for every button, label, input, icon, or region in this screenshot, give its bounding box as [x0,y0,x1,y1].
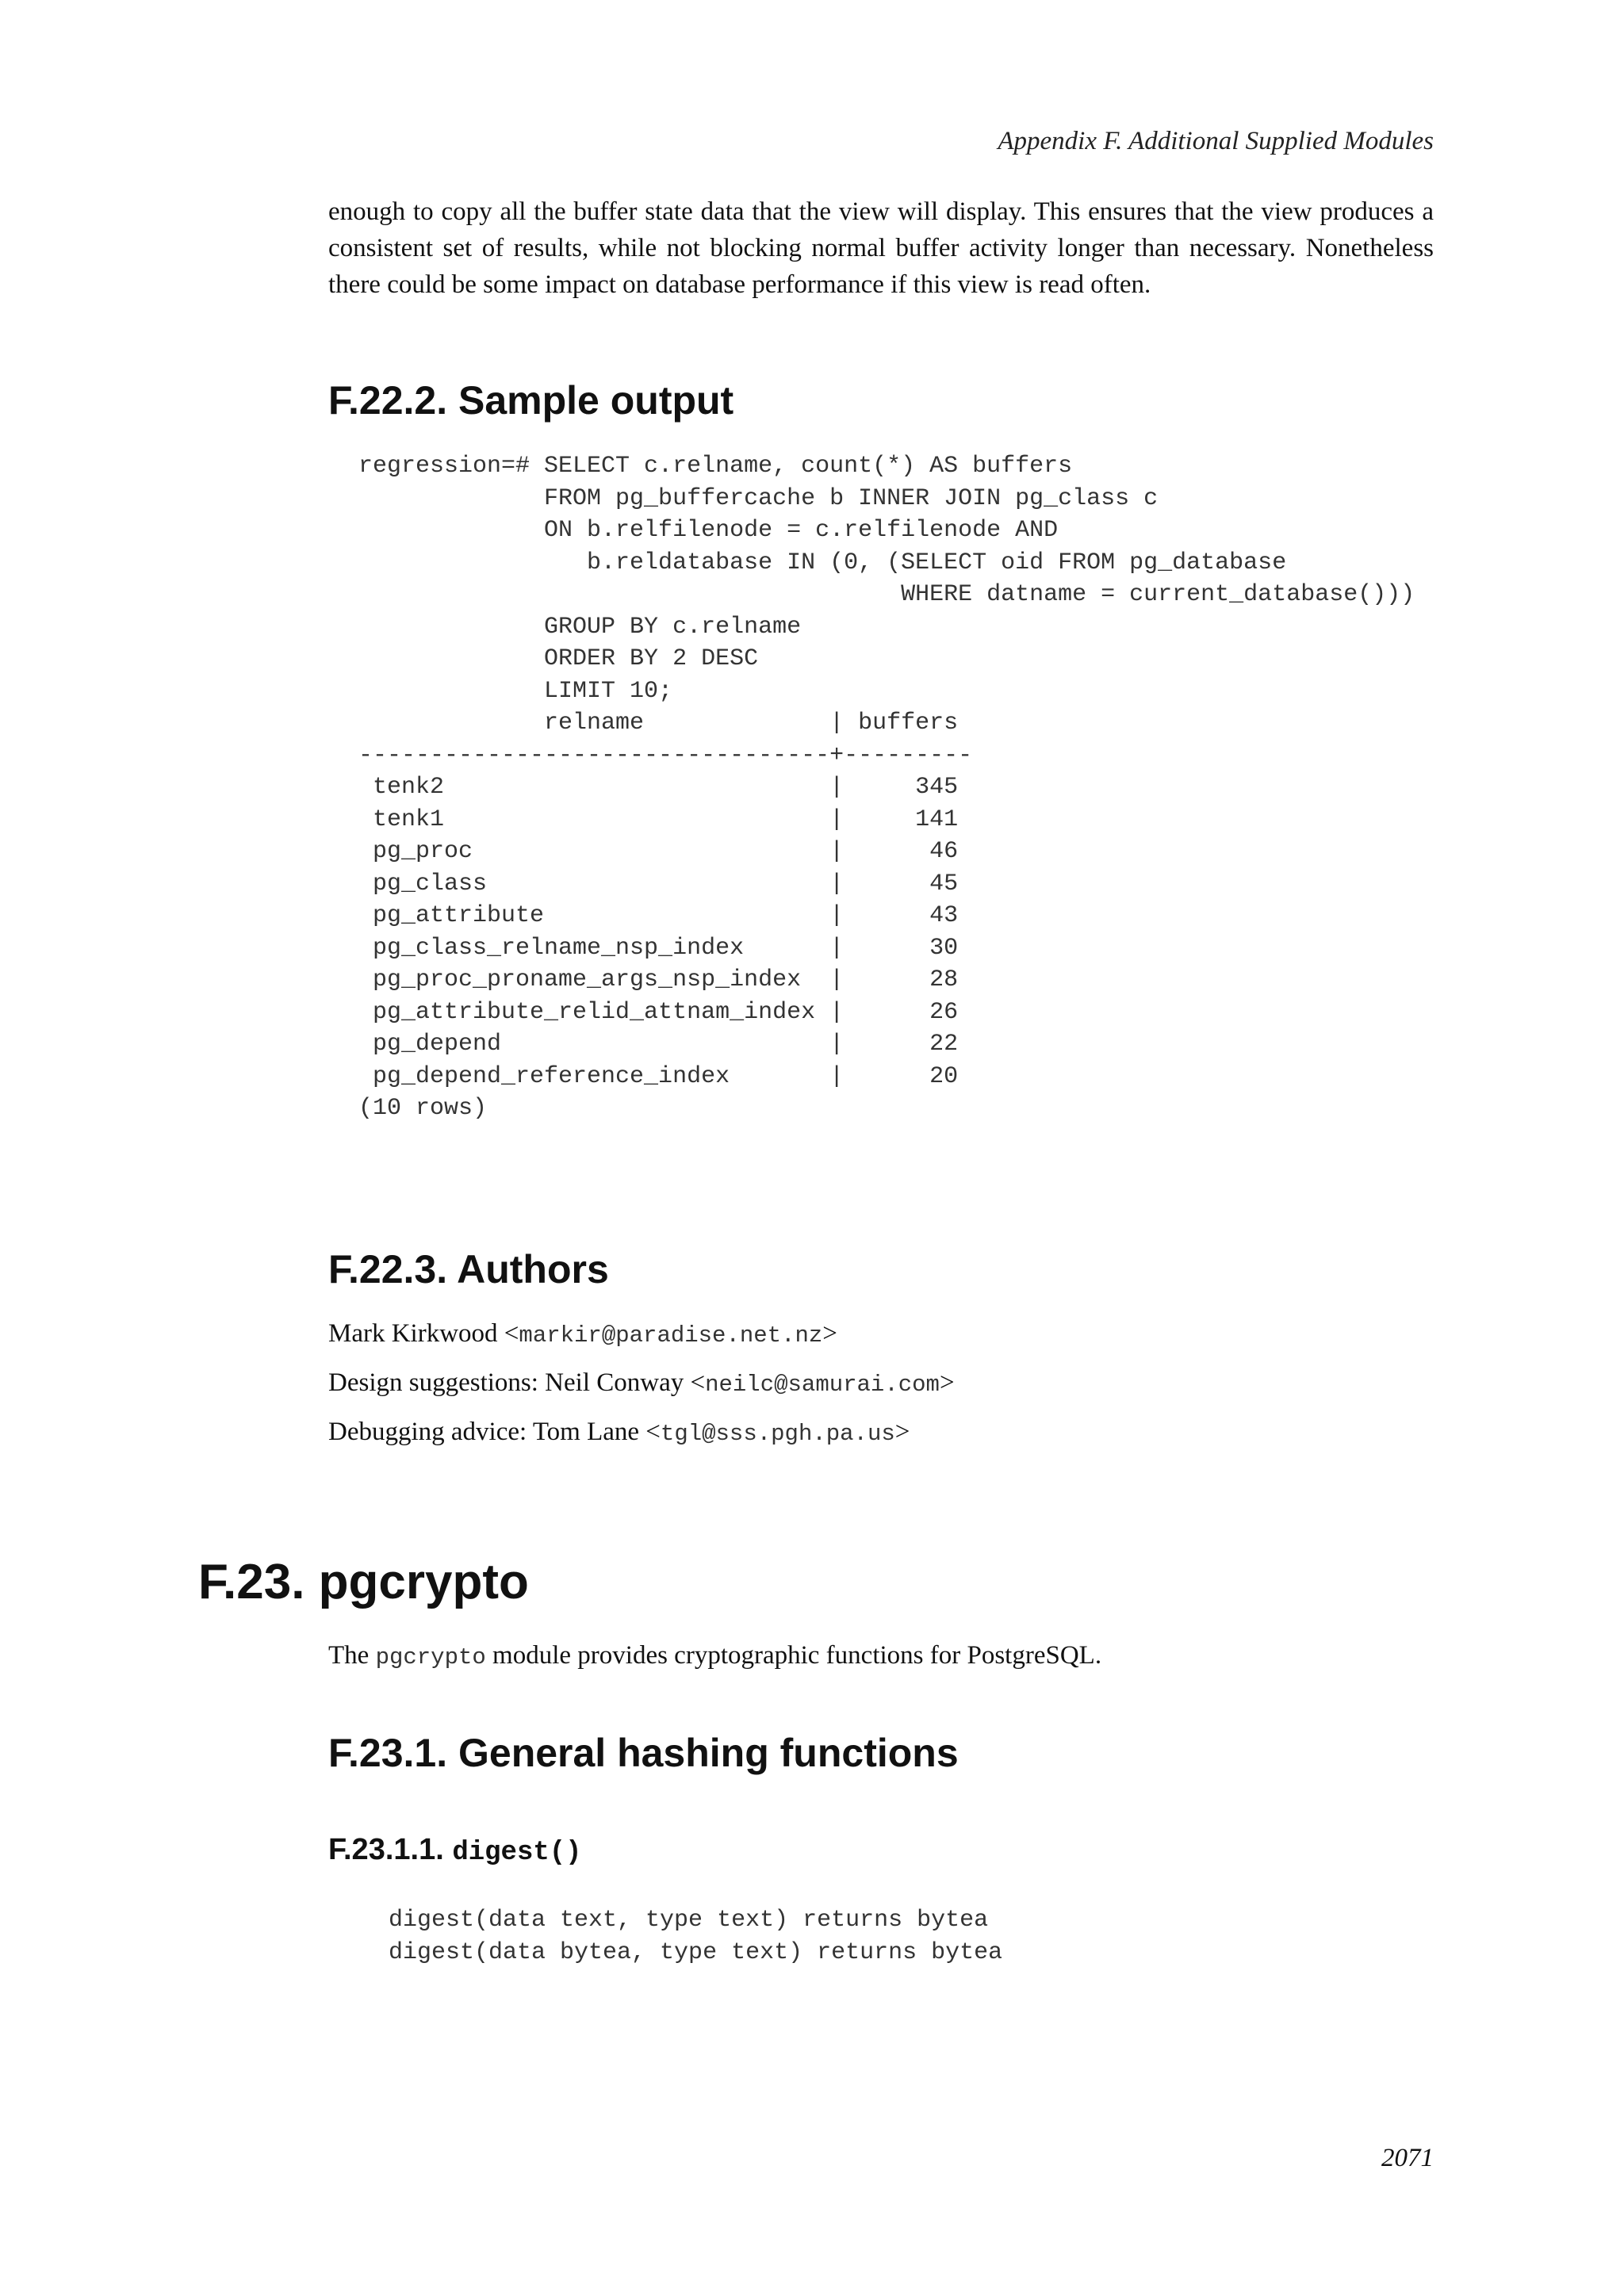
pgcrypto-intro-after: module provides cryptographic functions for PostgreSQL. [485,1641,1102,1670]
digest-signature-code-block: digest(data text, type text) returns bytea digest(data bytea, type text) returns bytea [389,1907,1003,1966]
author-line-2 [328,1368,955,1398]
page-number: 2071 [1381,2144,1434,2172]
author-1-text: Mark Kirkwood < [328,1319,519,1348]
author-3-suffix: > [894,1418,910,1446]
subsection-heading-digest [328,1833,582,1868]
sample-output-code-block: regression=# SELECT c.relname, count(*) AS buffers FROM pg_buffercache b INNER JOIN pg_class c ON b.relfilenode = c.relfilenode AND b.reldatabase IN (0, (SELECT oid FROM pg_database WHERE datname = current_database())) GROUP BY c.relname ORDER BY 2 DESC LIMIT 10; relname | buffers ---------------------------------+--------- tenk2 | 345 tenk1 | 141 pg_proc | 46 pg_class | 45 pg_attribute | 43 pg_class_relname_nsp_index | 30 pg_proc_proname_args_nsp_index | 28 pg_attribute_relid_attnam_index | 26 pg_depend | 22 pg_depend_reference_index | 20 (10 rows) [358,453,1415,1122]
author-1-suffix: > [822,1319,837,1348]
digest-heading-number: F.23.1.1. [328,1833,453,1866]
chapter-heading-pgcrypto: F.23. pgcrypto [198,1555,529,1609]
intro-paragraph: enough to copy all the buffer state data that the view will display. This ensures that the view produces a consistent set of results, while not blocking normal buffer activity longer than necessary. Nonetheless there could be some impact on database performance if this view is read often. [328,197,1434,299]
author-2-email: neilc@samurai.com [705,1372,940,1398]
section-heading-authors: F.22.3. Authors [328,1247,609,1292]
author-line-1 [328,1319,837,1349]
section-heading-sample-output: F.22.2. Sample output [328,378,734,423]
author-1-email: markir@paradise.net.nz [519,1322,823,1349]
digest-heading-code: digest() [452,1838,582,1868]
author-line-3 [328,1418,910,1447]
pgcrypto-intro [328,1641,1101,1670]
pgcrypto-intro-code: pgcrypto [375,1644,486,1670]
section-heading-general-hashing: F.23.1. General hashing functions [328,1731,959,1775]
pgcrypto-intro-before: The [328,1641,376,1670]
author-3-email: tgl@sss.pgh.pa.us [660,1421,895,1447]
author-3-text: Debugging advice: Tom Lane < [328,1418,661,1446]
author-2-text: Design suggestions: Neil Conway < [328,1368,706,1397]
author-2-suffix: > [939,1368,955,1397]
running-header: Appendix F. Additional Supplied Modules [998,127,1434,155]
